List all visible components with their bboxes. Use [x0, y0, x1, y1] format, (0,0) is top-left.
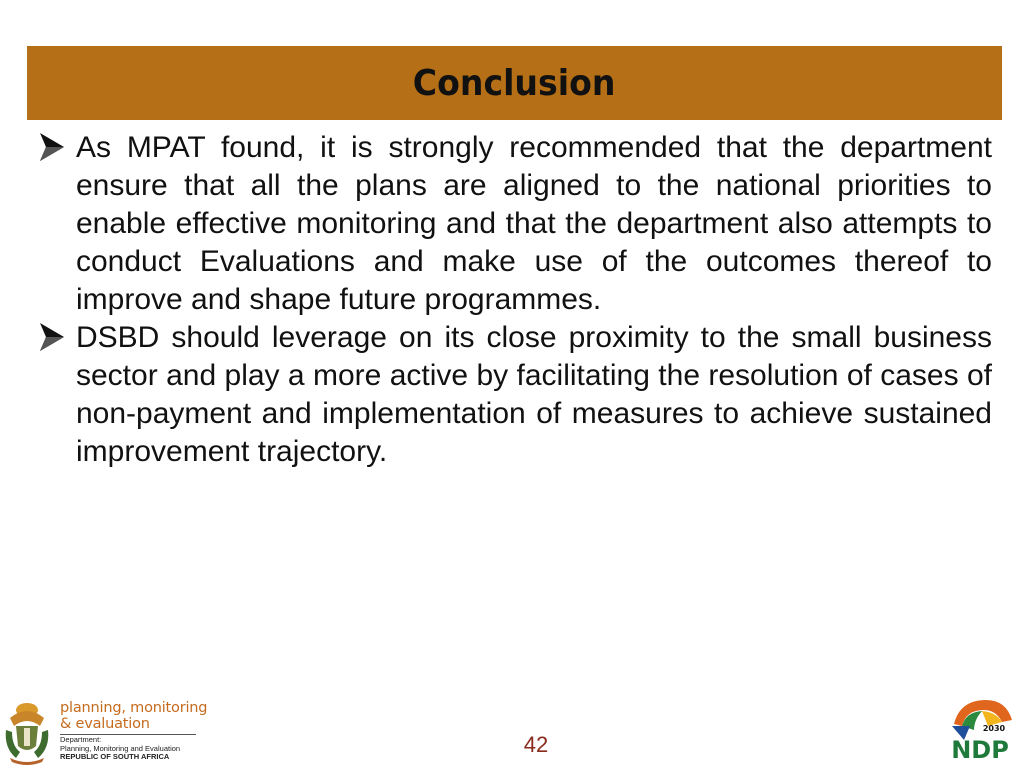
bullet-item	[36, 319, 992, 471]
page-number: 42	[523, 732, 549, 757]
dpme-line-1: planning, monitoring	[60, 700, 208, 716]
slide-title: Conclusion	[413, 62, 616, 104]
ndp-year: 2030	[982, 724, 1006, 733]
bullet-list	[36, 129, 992, 471]
dept-line-1: Department:	[60, 735, 102, 744]
title-bar	[27, 46, 1002, 120]
coat-of-arms-icon	[2, 700, 52, 766]
dpme-wordmark	[60, 700, 207, 732]
bullet-item	[36, 129, 992, 319]
dpme-line-2: & evaluation	[60, 716, 150, 732]
department-label	[60, 736, 180, 762]
bullet-text: As MPAT found, it is strongly recommended that the department ensure that all the plans are aligned to the national priorities to enable effective monitoring and that the department also attempts to conduct Evaluations and make use of the outcomes thereof to improve and shape future programmes.	[76, 131, 992, 316]
dept-line-3: REPUBLIC OF SOUTH AFRICA	[60, 752, 170, 761]
ndp-text: NDP	[951, 736, 1009, 762]
dept-line-2: Planning, Monitoring and Evaluation	[60, 743, 181, 753]
arrow-bullet-icon	[38, 321, 66, 353]
dpme-logo	[0, 692, 210, 768]
ndp-2030-logo	[944, 696, 1016, 762]
bullet-text: DSBD should leverage on its close proximity to the small business sector and play a more active by facilitating the resolution of cases of non-payment and implementation of measures to achieve sustained improvement trajectory.	[76, 321, 992, 468]
arrow-bullet-icon	[38, 131, 66, 163]
